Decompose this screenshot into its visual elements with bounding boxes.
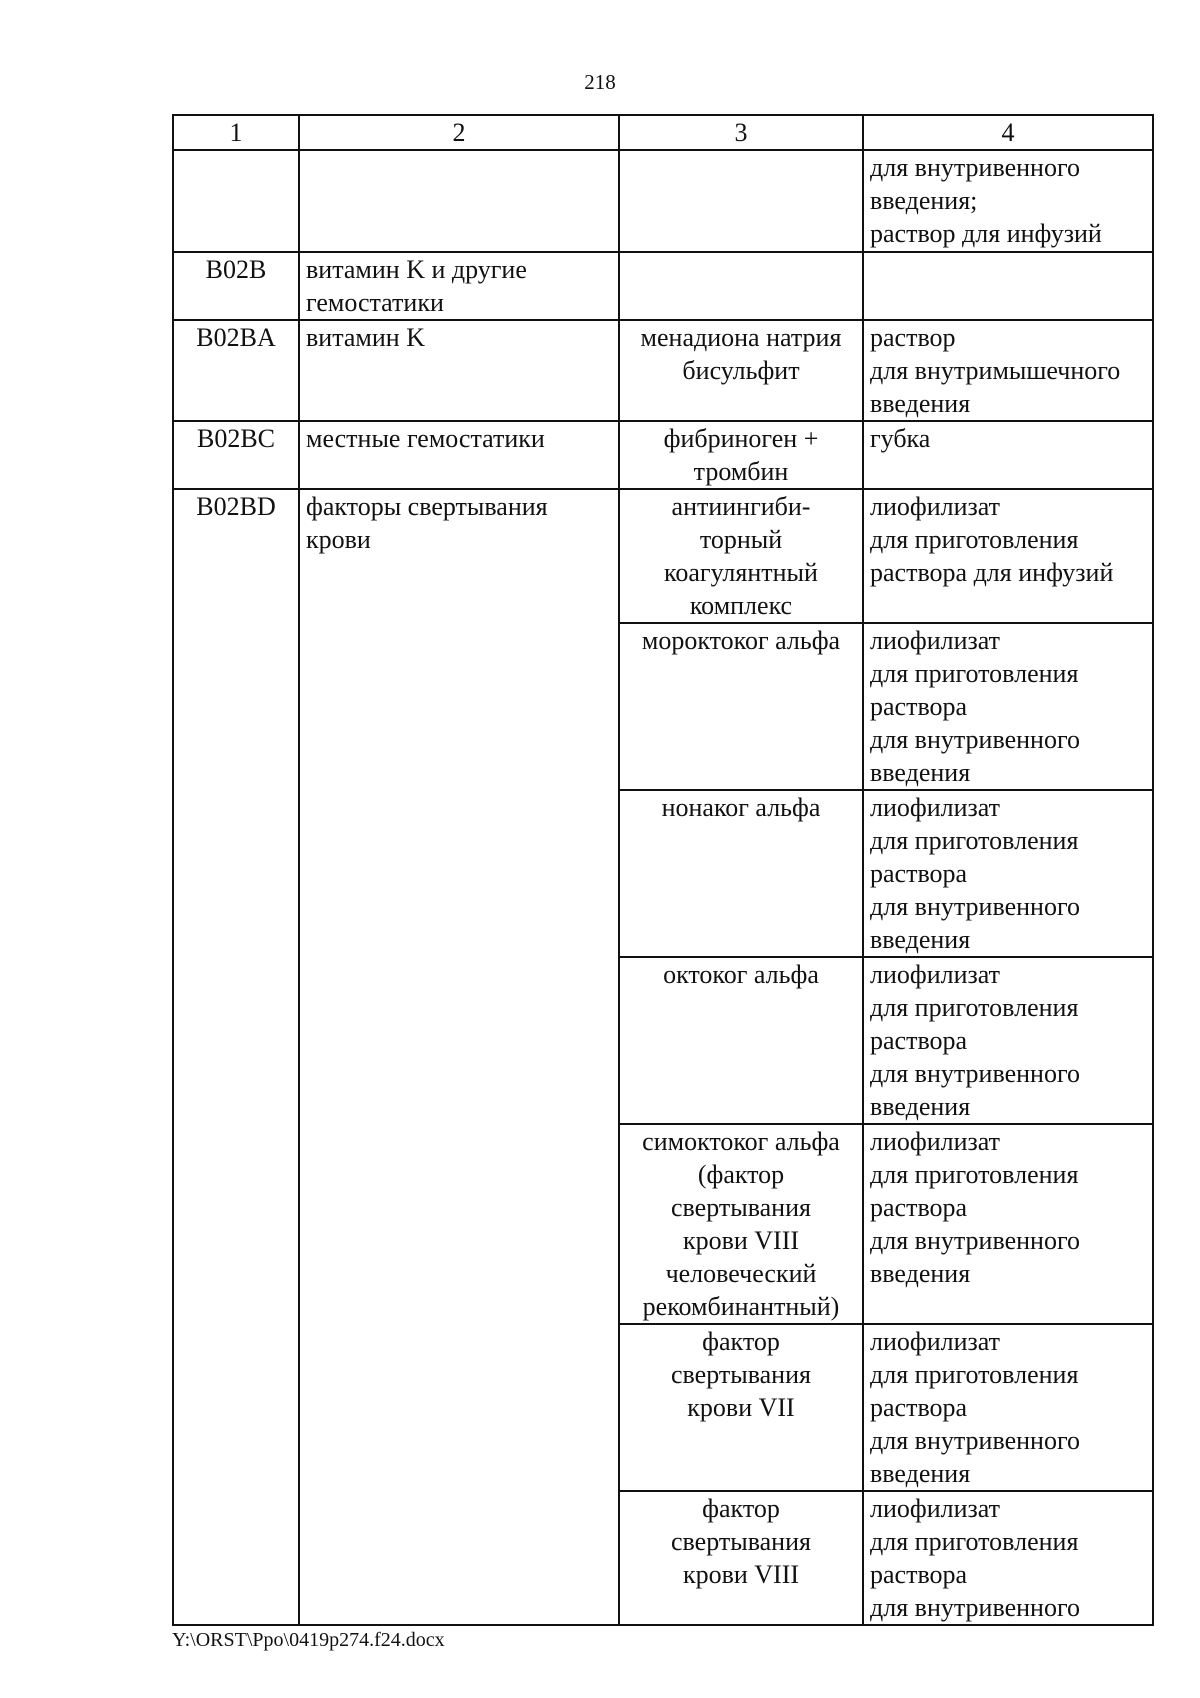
column-header: 3 [619,115,863,150]
column-header: 1 [173,115,299,150]
table-row [173,150,1153,252]
table-row [173,320,1153,421]
column-header: 2 [299,115,619,150]
dosage-form-cell: раствор для внутримышечного введения [863,320,1153,421]
dosage-form-cell: лиофилизат для приготовления раствора для внутривенного введения [863,623,1153,790]
drug-name-cell: фактор свертывания крови VII [619,1324,863,1491]
group-name-cell: факторы свертывания крови [299,489,619,1625]
dosage-form-cell: лиофилизат для приготовления раствора для внутривенного введения [863,957,1153,1124]
drug-name-cell [619,150,863,252]
drug-name-cell: нонаког альфа [619,790,863,957]
atc-code-cell: B02BC [173,421,299,489]
drug-name-cell: фактор свертывания крови VIII [619,1491,863,1625]
file-path-footer: Y:\ORST\Ppo\0419p274.f24.docx [172,1629,445,1651]
table-header-row [173,115,1153,150]
dosage-form-cell: лиофилизат для приготовления раствора для внутривенного введения [863,790,1153,957]
drug-name-cell: симоктоког альфа (фактор свертывания крови VIII человеческий рекомбинантный) [619,1124,863,1324]
drug-name-cell: антиингиби- торный коагулянтный комплекс [619,489,863,623]
dosage-form-cell: лиофилизат для приготовления раствора для внутривенного введения [863,1124,1153,1324]
drug-name-cell: фибриноген + тромбин [619,421,863,489]
dosage-form-cell: лиофилизат для приготовления раствора для инфузий [863,489,1153,623]
dosage-form-cell: лиофилизат для приготовления раствора для внутривенного [863,1491,1153,1625]
dosage-form-cell: губка [863,421,1153,489]
table-row [173,489,1153,623]
drug-name-cell [619,252,863,320]
table-row [173,421,1153,489]
group-name-cell: витамин K и другие гемостатики [299,252,619,320]
group-name-cell: витамин K [299,320,619,421]
atc-code-cell: B02BA [173,320,299,421]
atc-code-cell: B02B [173,252,299,320]
drug-name-cell: менадиона натрия бисульфит [619,320,863,421]
drug-name-cell: мороктоког альфа [619,623,863,790]
dosage-form-cell [863,252,1153,320]
page-number: 218 [584,70,616,94]
dosage-form-cell: для внутривенного введения; раствор для инфузий [863,150,1153,252]
drug-name-cell: октоког альфа [619,957,863,1124]
table-row [173,252,1153,320]
group-name-cell: местные гемостатики [299,421,619,489]
dosage-form-cell: лиофилизат для приготовления раствора для внутривенного введения [863,1324,1153,1491]
group-name-cell [299,150,619,252]
drug-table [172,114,1154,1626]
atc-code-cell: B02BD [173,489,299,1625]
atc-code-cell [173,150,299,252]
column-header: 4 [863,115,1153,150]
